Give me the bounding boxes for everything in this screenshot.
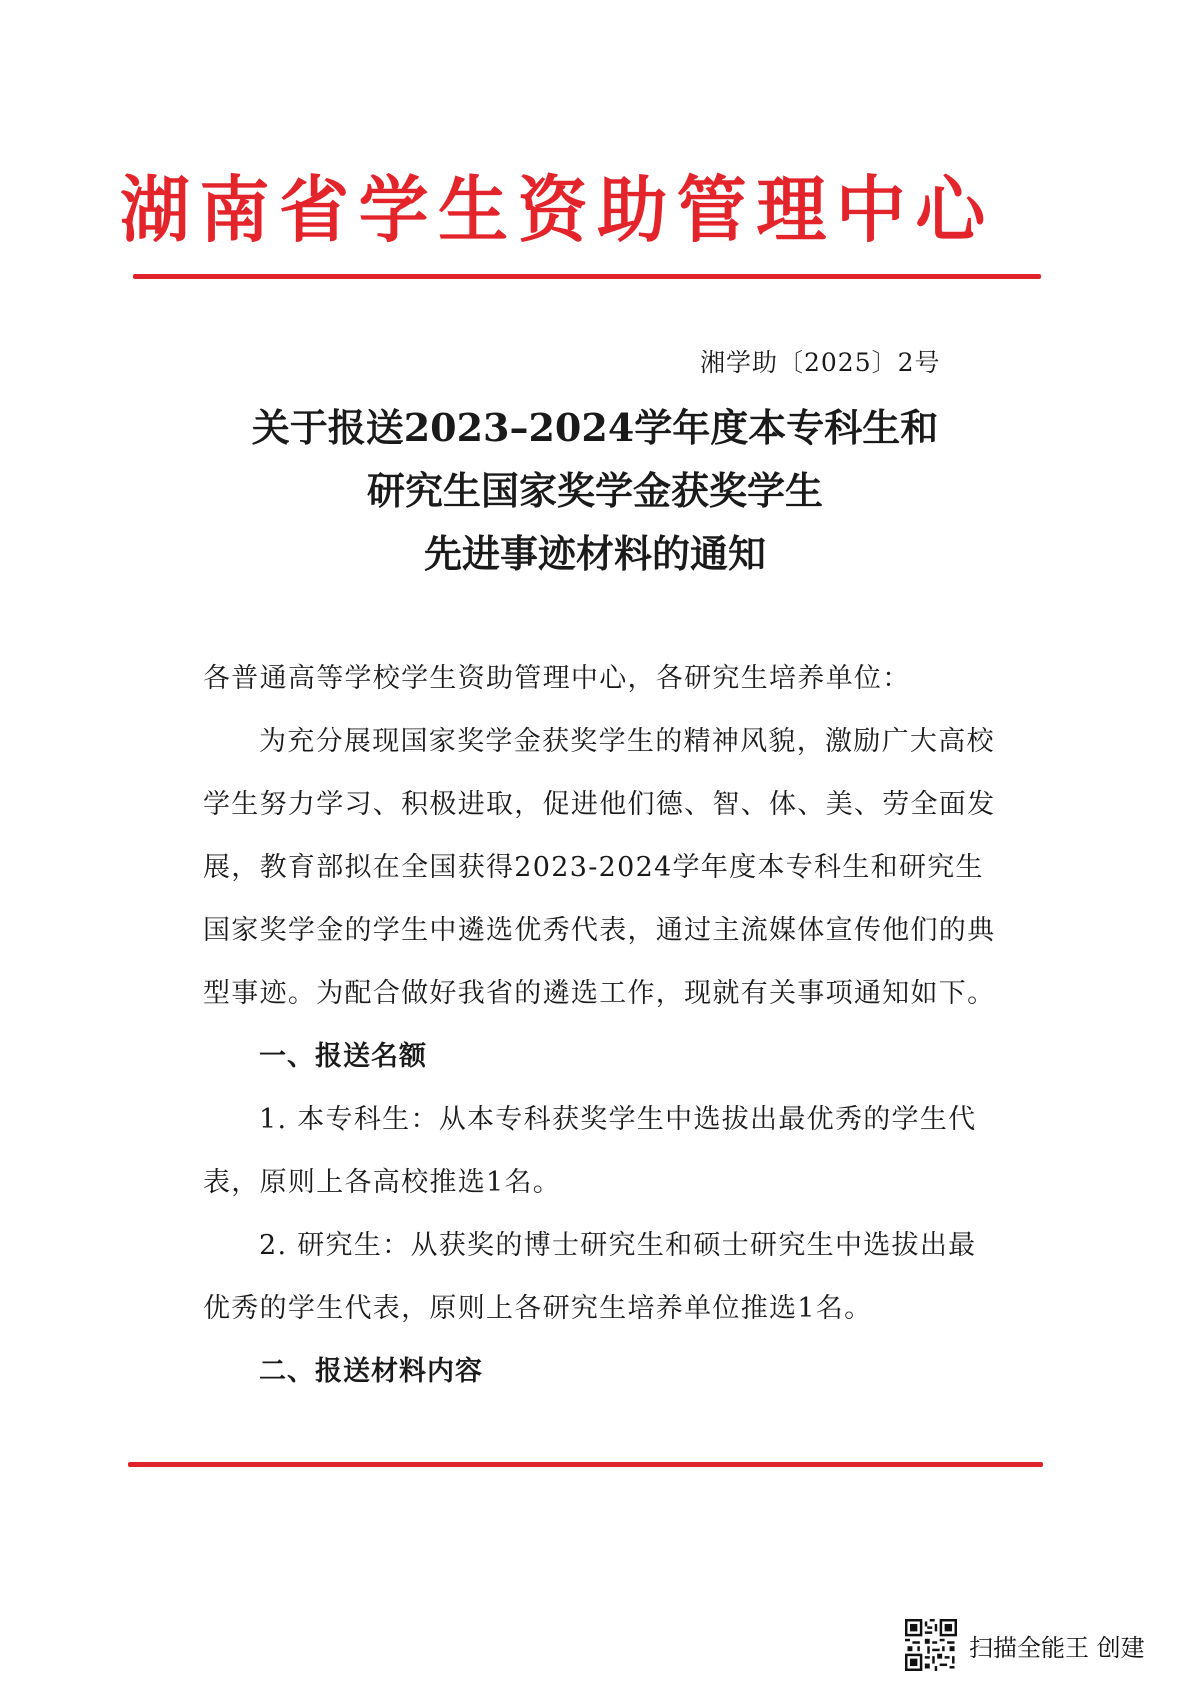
heading-line-3: 先进事迹材料的通知: [423, 531, 766, 576]
heading-line-2: 研究生国家奖学金获奖学生: [366, 468, 823, 513]
document-heading: [150, 396, 1040, 585]
qr-code-icon: [905, 1619, 957, 1671]
footer-red-rule: [128, 1462, 1043, 1467]
section-1-title: 一、报送名额: [259, 1041, 427, 1072]
letterhead-org-name: 湖南省学生资助管理中心: [120, 167, 995, 252]
section-2-title: 二、报送材料内容: [259, 1356, 483, 1387]
letterhead-red-rule: [133, 274, 1041, 279]
quota-item-undergraduate: 1. 本专科生：从本专科获奖学生中选拔出最优秀的学生代表，原则上各高校推选1名。: [203, 1104, 977, 1198]
document-body: [203, 647, 1003, 1403]
salutation: 各普通高等学校学生资助管理中心，各研究生培养单位：: [203, 663, 911, 694]
heading-line-1: 关于报送2023–2024学年度本专科生和: [251, 405, 939, 450]
scanner-watermark: [905, 1618, 1145, 1672]
quota-item-graduate: 2. 研究生：从获奖的博士研究生和硕士研究生中选拔出最优秀的学生代表，原则上各研究生培养单位推选1名。: [203, 1230, 977, 1324]
intro-paragraph: 为充分展现国家奖学金获奖学生的精神风貌，激励广大高校学生努力学习、积极进取，促进他们德、智、体、美、劳全面发展，教育部拟在全国获得2023-2024学年度本专科生和研究生国家奖学金的学生中遴选优秀代表，通过主流媒体宣传他们的典型事迹。为配合做好我省的遴选工作，现就有关事项通知如下。: [203, 726, 996, 1009]
scanner-label: 扫描全能王 创建: [969, 1633, 1145, 1662]
document-number: 湘学助〔2025〕2号: [700, 348, 941, 377]
